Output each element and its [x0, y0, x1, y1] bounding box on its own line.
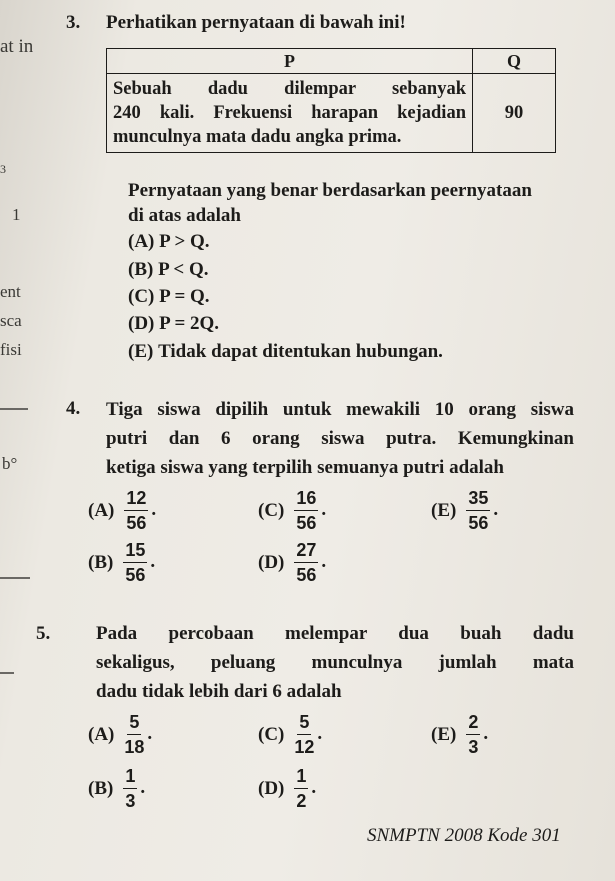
denominator: 18 [124, 737, 145, 757]
option-label: (C) [128, 286, 155, 307]
numerator: 2 [466, 712, 480, 735]
choice-fraction [294, 540, 318, 585]
q4-choice-c[interactable] [258, 488, 326, 533]
denominator: 3 [468, 737, 479, 757]
margin-rule [0, 672, 14, 674]
choice-fraction [294, 766, 308, 811]
denominator: 56 [296, 565, 317, 585]
margin-fragment: sca [0, 311, 22, 330]
option-label: (B) [128, 259, 154, 280]
choice-label: (C) [258, 499, 285, 521]
question-3-intro: Perhatikan pernyataan di bawah ini! [106, 12, 406, 33]
numerator: 1 [123, 766, 137, 789]
margin-fragment: 1 [12, 205, 21, 224]
choice-fraction [123, 766, 137, 811]
margin-fragment: fisi [0, 340, 22, 359]
choice-label: (A) [88, 723, 115, 745]
option-text: P = 2Q. [159, 313, 220, 334]
q5-choice-c[interactable] [258, 712, 322, 757]
margin-fragment: 3 [0, 162, 6, 176]
question-5-line: Pada percobaan melempar dua buah dadu [96, 623, 574, 644]
margin-rule [0, 577, 30, 579]
option-text: P > Q. [159, 231, 210, 252]
choice-label: (C) [258, 723, 285, 745]
denominator: 56 [126, 513, 147, 533]
choice-label: (E) [431, 723, 457, 745]
choice-fraction [123, 540, 147, 585]
option-a[interactable] [128, 230, 210, 254]
q5-choice-b[interactable] [88, 766, 145, 811]
choice-fraction [294, 488, 318, 533]
margin-rule [0, 408, 28, 410]
question-4-line: putri dan 6 orang siswa putra. Kemungkinan [106, 428, 574, 449]
choice-label: (E) [431, 499, 457, 521]
q4-choice-e[interactable] [431, 488, 498, 533]
q5-choice-a[interactable] [88, 712, 152, 757]
choice-fraction [466, 488, 490, 533]
choice-period: . [321, 499, 327, 520]
q4-choice-d[interactable] [258, 540, 326, 585]
q4-choice-b[interactable] [88, 540, 155, 585]
margin-fragment: b° [2, 454, 18, 473]
statement-p [107, 74, 473, 153]
denominator: 56 [468, 513, 489, 533]
choice-period: . [311, 777, 317, 798]
margin-fragment: ent [0, 282, 21, 301]
numerator: 15 [123, 540, 147, 563]
option-c[interactable] [128, 285, 210, 309]
choice-period: . [147, 723, 153, 744]
choice-period: . [317, 723, 323, 744]
choice-period: . [150, 551, 156, 572]
choice-period: . [140, 777, 146, 798]
option-text: P = Q. [159, 286, 210, 307]
denominator: 56 [125, 565, 146, 585]
table-header-q: Q [473, 49, 556, 74]
choice-label: (B) [88, 551, 114, 573]
option-label: (A) [128, 231, 155, 252]
choice-fraction [124, 712, 144, 757]
numerator: 27 [294, 540, 318, 563]
statement-p-line: 240 kali. Frekuensi harapan kejadian [113, 103, 466, 123]
option-label: (E) [128, 341, 154, 362]
denominator: 2 [296, 791, 307, 811]
q5-choice-d[interactable] [258, 766, 316, 811]
table-header-p: P [107, 49, 473, 74]
numerator: 5 [297, 712, 311, 735]
numerator: 12 [124, 488, 148, 511]
statement-p-line: Sebuah dadu dilempar sebanyak [113, 79, 466, 99]
choice-fraction [294, 712, 314, 757]
option-e[interactable] [128, 340, 443, 364]
statement-table [106, 48, 556, 153]
question-3-prompt-line: di atas adalah [128, 205, 241, 226]
choice-period: . [321, 551, 327, 572]
numerator: 16 [294, 488, 318, 511]
choice-fraction [124, 488, 148, 533]
choice-period: . [151, 499, 157, 520]
question-4-number: 4. [66, 398, 81, 419]
question-5-line: sekaligus, peluang munculnya jumlah mata [96, 652, 574, 673]
choice-period: . [483, 723, 489, 744]
numerator: 35 [466, 488, 490, 511]
denominator: 12 [294, 737, 315, 757]
option-text: P < Q. [158, 259, 209, 280]
denominator: 3 [125, 791, 136, 811]
choice-label: (B) [88, 777, 114, 799]
q5-choice-e[interactable] [431, 712, 488, 757]
question-4-line: ketiga siswa yang terpilih semuanya putri adalah [106, 457, 504, 478]
source-citation: SNMPTN 2008 Kode 301 [367, 825, 561, 846]
question-5-line: dadu tidak lebih dari 6 adalah [96, 681, 342, 702]
choice-fraction [466, 712, 480, 757]
numerator: 5 [127, 712, 141, 735]
statement-q: 90 [473, 74, 556, 153]
q4-choice-a[interactable] [88, 488, 156, 533]
choice-label: (D) [258, 777, 285, 799]
question-3-prompt-line: Pernyataan yang benar berdasarkan peernyataan [128, 180, 532, 201]
numerator: 1 [294, 766, 308, 789]
option-b[interactable] [128, 258, 209, 282]
option-label: (D) [128, 313, 155, 334]
statement-p-line: munculnya mata dadu angka prima. [113, 127, 402, 147]
question-3-number: 3. [66, 12, 81, 33]
option-text: Tidak dapat ditentukan hubungan. [158, 341, 443, 362]
margin-fragment: at in [0, 36, 34, 57]
question-5-number: 5. [36, 623, 51, 644]
choice-period: . [493, 499, 499, 520]
option-d[interactable] [128, 312, 219, 336]
denominator: 56 [296, 513, 317, 533]
choice-label: (D) [258, 551, 285, 573]
choice-label: (A) [88, 499, 115, 521]
question-4-line: Tiga siswa dipilih untuk mewakili 10 orang siswa [106, 399, 574, 420]
